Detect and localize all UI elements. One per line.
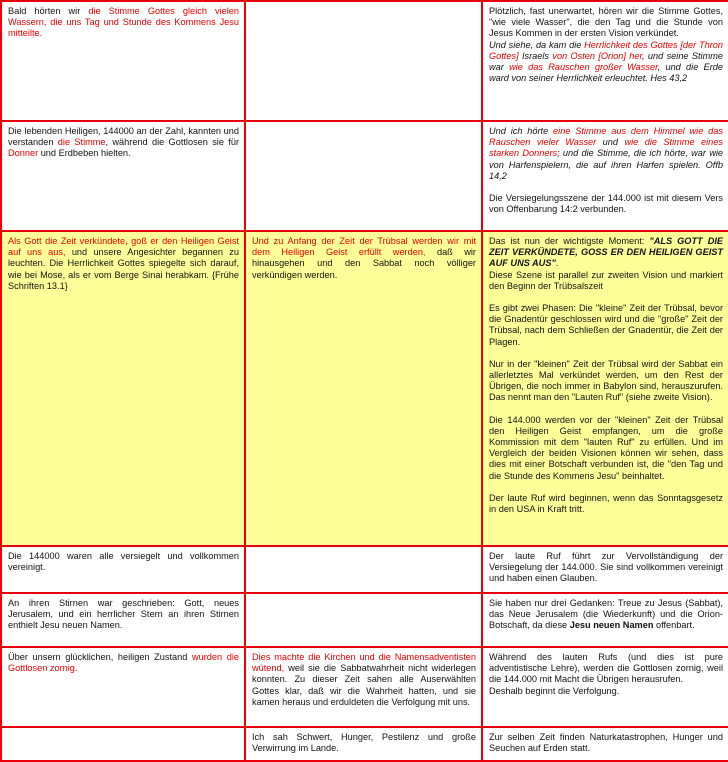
- table-row-highlighted: [1, 231, 728, 546]
- table-cell: [482, 121, 728, 231]
- table-cell: Während des lauten Rufs (und dies ist pure adventistische Lehre), werden die Gottlosen zornig, weil die 144.000 mit Macht die Übrigen herausrufen. Deshalb beginnt die Verfolgung.: [482, 647, 728, 727]
- cell-text: Plötzlich, fast unerwartet, hören wir die Stimme Gottes, "wie viele Wasser", die den Tag und die Stunde von Jesus Kommen in der ersten Vision verkündet.: [489, 6, 723, 39]
- table-cell: Der laute Ruf führt zur Vervollständigung der Versiegelung der 144.000. Sie sind vollkommen vereinigt und haben einen Glauben.: [482, 546, 728, 593]
- table-cell: [1, 727, 245, 761]
- table-cell: Die lebenden Heiligen, 144000 an der Zahl, kannten und verstanden die Stimme, während die Gottlosen sie für Donner und Erdbeben hielten.: [1, 121, 245, 231]
- table-row: [1, 546, 728, 593]
- table-row: [1, 1, 728, 121]
- cell-text: Die 144.000 werden vor der "kleinen" Zeit der Trübsal den Heiligen Geist empfangen, um die große Kommission mit dem "lauten Ruf" zu erfüllen. Und im Vergleich der beiden Visionen können wir sehen, dass dies mit einer Botschaft verbunden ist, die "den Tag und die Stunde des Kommens Jesu" beinhaltet.: [489, 414, 723, 481]
- table-row: [1, 647, 728, 727]
- table-cell: [245, 121, 482, 231]
- quote-text: Und siehe, da kam die Herrlichkeit des Gottes [der Thron Gottes] Israels von Osten [Orion] her, und seine Stimme war wie das Rauschen großer Wasser, und die Erde ward von seiner Herrlichkeit erleuchtet. Hes 43,2: [489, 39, 724, 84]
- table-cell: Sie haben nur drei Gedanken: Treue zu Jesus (Sabbat), das Neue Jerusalem (die Wiederkunft) und die Orion-Botschaft, da diese Jesu neuen Namen offenbart.: [482, 593, 728, 647]
- cell-text: Der laute Ruf wird beginnen, wenn das Sonntagsgesetz in den USA in Kraft tritt.: [489, 492, 723, 515]
- table-cell: Und zu Anfang der Zeit der Trübsal werden wir mit dem Heiligen Geist erfüllt werden, daß wir hinausgehen und den Sabbat noch völliger verkündigen werden.: [245, 231, 482, 546]
- quote-text: Und ich hörte eine Stimme aus dem Himmel wie das Rauschen vieler Wasser und wie die Stimme eines starken Donners; und die Stimme, die ich hörte, war wie von Harfenspielern, die auf ihren Harfen spielen. Offb 14,2: [489, 126, 723, 181]
- table-row: [1, 121, 728, 231]
- table-cell: [245, 593, 482, 647]
- cell-text-red: die Stimme Gottes gleich vielen Wassern, die uns Tag und Stunde des Kommens Jesu mitteilte.: [8, 6, 239, 39]
- table-cell: [1, 1, 245, 121]
- table-row: [1, 593, 728, 647]
- cell-text: Das ist nun der wichtigste Moment: "ALS GOTT DIE ZEIT VERKÜNDETE, GOSS ER DEN HEILIGEN GEIST AUF UNS AUS". Diese Szene ist parallel zur zweiten Vision und markiert den Beginn der Trübsalszeit: [489, 236, 724, 291]
- table-row: [1, 727, 728, 761]
- table-cell: [245, 1, 482, 121]
- table-cell: Zur selben Zeit finden Naturkatastrophen, Hunger und Seuchen auf Erden statt.: [482, 727, 728, 761]
- table-cell: Dies machte die Kirchen und die Namensadventisten wütend, weil sie die Sabbatwahrheit nicht widerlegen konnten. Zu dieser Zeit sahen alle Auserwählten Gottes klar, daß wir die Wahrheit hatten, und sie kamen heraus und erduldeten die Verfolgung mit uns.: [245, 647, 482, 727]
- table-cell: Ich sah Schwert, Hunger, Pestilenz und große Verwirrung im Lande.: [245, 727, 482, 761]
- table-cell: Die 144000 waren alle versiegelt und vollkommen vereinigt.: [1, 546, 245, 593]
- cell-text: Es gibt zwei Phasen: Die "kleine" Zeit der Trübsal, bevor die Gnadentür geschlossen wird und die "große" Zeit der Trübsal, nach dem Schließen der Gnadentür, die Zeit der Plagen.: [489, 303, 723, 347]
- cell-text: Die Versiegelungsszene der 144.000 ist mit diesem Vers von Offenbarung 14:2 verbunden.: [489, 193, 723, 215]
- table-cell: [245, 546, 482, 593]
- table-cell: [482, 231, 728, 546]
- table-cell: An ihren Stirnen war geschrieben: Gott, neues Jerusalem, und ein herrlicher Stern an ihren Stirnen enthielt Jesu neuen Namen.: [1, 593, 245, 647]
- table-cell: Als Gott die Zeit verkündete, goß er den Heiligen Geist auf uns aus, und unsere Angesichter begannen zu leuchten. Die Herrlichkeit Gottes spiegelte sich darauf, wie bei Mose, als er vom Berge Sinai herabkam. {Frühe Schriften 13.1}: [1, 231, 245, 546]
- cell-text: Nur in der "kleinen" Zeit der Trübsal wird der Sabbat ein allerletztes Mal verkündet werden, um den Rest der Übrigen, die noch immer in Babylon sind, herauszurufen. Das nennt man den "Lauten Ruf" (siehe zweite Vision).: [489, 358, 723, 403]
- table-cell: Über unsern glücklichen, heiligen Zustand wurden die Gottlosen zornig.: [1, 647, 245, 727]
- table-cell: [482, 1, 728, 121]
- cell-text: Bald hörten wir: [8, 6, 89, 16]
